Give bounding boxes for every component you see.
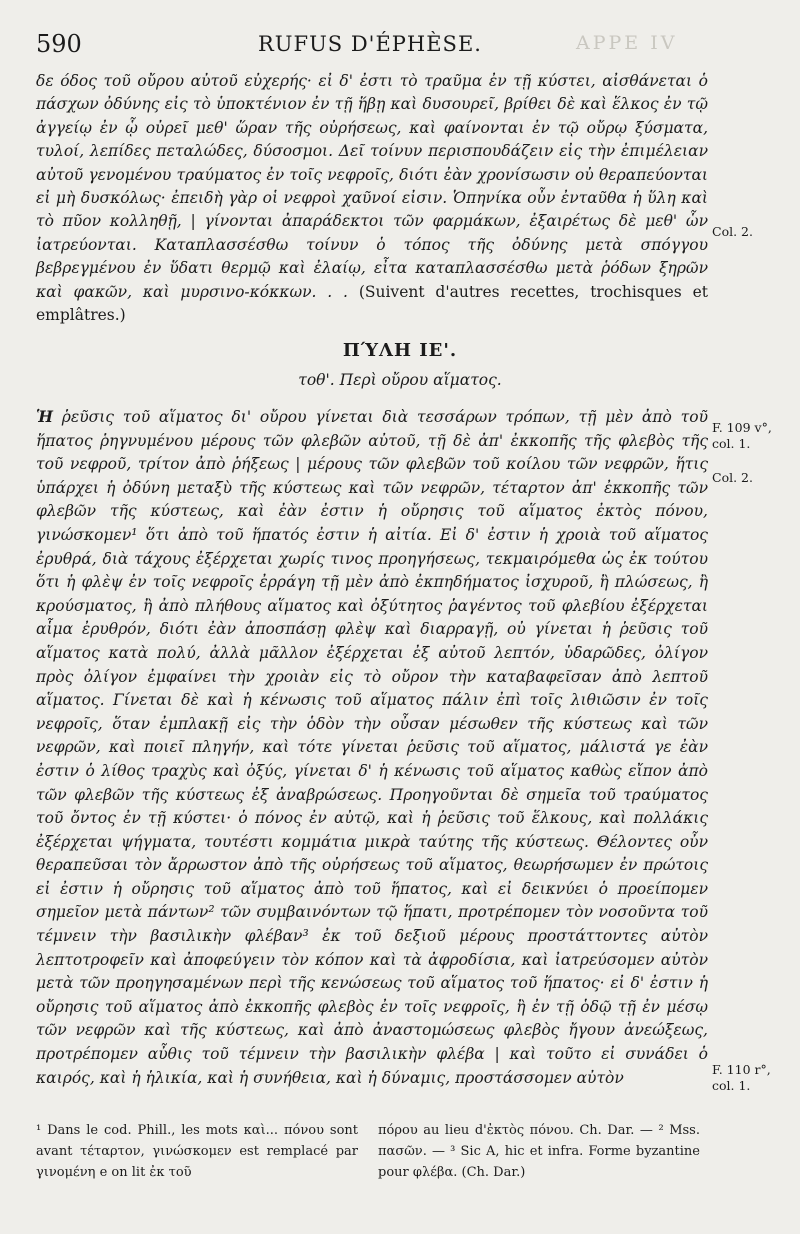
intro-greek-text: δε όδος τοῦ οὔρου αὐτοῦ εὐχερής· εἰ δ' ἐστι τὸ τραῦμα ἐν τῇ κύστει, αἰσθάνεται ὁ πάσχων ὀδύνης εἰς τὸ ὑποκτένιον ἐν τῇ ἥβῃ καὶ δυσουρεῖ, βρίθει δὲ καὶ ἕλκος ἐν τῷ ἀγγείῳ ἐν ᾧ οὐρεῖ μεθ' ὥραν τῆς οὐρήσεως, καὶ φαίνονται ἐν τῷ οὔρῳ ξύσματα, τυλοί, λεπίδες πεταλώδες, δύσοσμοι. Δεῖ τοίνυν περισπουδάζειν εἰς τὴν ἐπιμέλειαν αὐτοῦ γενομένου τραύματος ἐν τοῖς νεφροῖς, διότι ἐὰν χρονίσωσιν οὐ θεραπεύονται εἰ μὴ δυσκόλως· ἐπειδὴ γὰρ οἱ νεφροὶ χαῦνοί εἰσιν. Ὁπηνίκα οὖν ἐνταῦθα ἡ ὕλη καὶ τὸ πῦον κολληθῇ, | γίνονται ἀπαράδεκτοι τῶν φαρμάκων, ἐξαιρέτως δὲ μεθ' ὧν ἰατρεύονται. Καταπλασσέσθω τοίνυν ὁ τόπος τῆς ὀδύνης μετὰ σπόγγου βεβρεγμένου ἐν ὕδατι θερμῷ καὶ ἐλαίῳ, εἶτα καταπλασσέσθω μετὰ ῥόδων ξηρῶν καὶ φακῶν, καὶ μυρσινο-κόκκων. . . [36,72,708,301]
chapter-subtitle: τοθ'. Περὶ οὔρου αἵματος. [298,371,502,389]
bleed-through-text: APPE IV [576,32,678,54]
margin-note-f110: F. 110 r°, col. 1. [712,1062,771,1093]
page-header [36,30,716,64]
footnote-rule [36,1110,136,1111]
margin-note-f109: F. 109 v°, col. 1. [712,420,772,451]
intro-paragraph [36,70,708,327]
footnote-left: ¹ Dans le cod. Phill., les mots καὶ... πόνου sont avant τέταρτον, γινώσκομεν est remplacé par γινομένη e on lit ἐκ τοῦ [36,1123,358,1180]
chapter-paragraph [36,405,708,1090]
page-number: 590 [36,30,82,58]
footnote-right: πόρου au lieu d'ἐκτὸς πόνου. Ch. Dar. — ² Mss. πασῶν. — ³ Sic A, hic et infra. Forme byzantine pour φλέβα. (Ch. Dar.) [378,1123,700,1180]
margin-note-col2-second: Col. 2. [712,470,753,485]
chapter-greek-text: Ἡ ῥεῦσις τοῦ αἵματος δι' οὔρου γίνεται διὰ τεσσάρων τρόπων, τῇ μὲν ἀπὸ τοῦ ἥπατος ῥηγνυμένου μέρους τῶν φλεβῶν αὐτοῦ, τῇ δὲ ἀπ' ἐκκοπῆς τῆς φλεβὸς τῆς τοῦ νεφροῦ, τρίτον ἀπὸ ῥήξεως | μέρους τῶν φλεβῶν τοῦ κοίλου τῶν νεφρῶν, ἥτις ὑπάρχει ἡ ὀδύνη μεταξὺ τῆς κύστεως καὶ τῶν νεφρῶν, τέταρτον ἀπ' ἐκκοπῆς τῶν φλεβῶν τῆς κύστεως, καὶ ἐὰν ἐστιν ἡ οὔρησις τοῦ αἵματος ἐκτὸς πόνου, γινώσκομεν¹ ὅτι ἀπὸ τοῦ ἥπατός ἐστιν ἡ αἰτία. Εἰ δ' ἐστιν ἡ χροιὰ τοῦ αἵματος ἐρυθρά, διὰ τάχους ἐξέρχεται χωρίς τινος προηγήσεως, τεκμαιρόμεθα ὡς ἐκ τούτου ὅτι ἡ φλὲψ ἐν τοῖς νεφροῖς ἐρράγη τῇ μὲν ἀπὸ ἐκπηδήματος ἰσχυροῦ, ἢ πλώσεως, ἢ κρούσματος, ἢ ἀπὸ πλήθους αἵματος καὶ ὀξύτητος ῥαγέντος τοῦ φλεβίου ἐξέρχεται αἷμα ἐρυθρόν, διότι ἐὰν ἀποσπάσῃ φλὲψ καὶ διαρραγῇ, οὐ γίνεται ἡ ῥεῦσις τοῦ αἵματος κατὰ πολύ, ἀλλὰ μᾶλλον ἐξέρχεται ἐξ αὐτοῦ λεπτόν, ὑδαρῶδες, ὀλίγον πρὸς ὀλίγον ἐμφαίνει τὴν χροιὰν εἰς τὸ οὔρον τὴν καταβαφεῖσαν ἀπὸ λεπτοῦ αἵματος. Γίνεται δὲ καὶ ἡ κένωσις τοῦ αἵματος πάλιν ἐπὶ τοῖς λιθιῶσιν ἐν τοῖς νεφροῖς, ὅταν ἐμπλακῇ εἰς τὴν ὁδὸν τὴν οὖσαν μέσωθεν τῆς κύστεως καὶ τῶν νεφρῶν, καὶ ποιεῖ πληγήν, καὶ τότε γίνεται ῥεῦσις τοῦ αἵματος, μάλιστά γε ἐὰν ἐστιν ὁ λίθος τραχὺς καὶ ὀξύς, γίνεται δ' ἡ κένωσις τοῦ αἵματος καθὼς εἴπον ἀπὸ τῶν φλεβῶν τῆς κύστεως ἐξ ἀναβρώσεως. Προηγοῦνται δὲ σημεῖα τοῦ τραύματος τοῦ ὄντος ἐν τῇ κύστει· ὁ πόνος ἐν αὐτῷ, καὶ ἡ ῥεῦσις τοῦ ἕλκους, καὶ πολλάκις ἐξέρχεται ψήγματα, τουτέστι κομμάτια μικρὰ ταύτης τῆς κύστεως. Θέλοντες οὖν θεραπεῦσαι τὸν ἄρρωστον ἀπὸ τῆς οὐρήσεως τοῦ αἵματος, θεωρήσωμεν ἐν πρώτοις εἰ ἐστιν ἡ οὔρησις τοῦ αἵματος ἀπὸ τοῦ ἥπατος, καὶ εἰ δεικνύει ὁ προείπομεν σημεῖον μετὰ πάντων² τῶν συμβαινόντων τῷ ἥπατι, προτρέπομεν τὸν νοσοῦντα τοῦ τέμνειν τὴν βασιλικὴν φλέβαν³ ἐκ τοῦ δεξιοῦ μέρους προστάττοντες αὐτὸν λεπτοτροφεῖν καὶ ἀποφεύγειν τὸν κόπον καὶ τὰ ἀφροδίσια, καὶ ἰατρεύσομεν αὐτὸν μετὰ τῶν προηγησαμένων περὶ τῆς κενώσεως τοῦ αἵματος τοῦ ἥπατος· εἰ δ' ἐστιν ἡ οὔρησις τοῦ αἵματος ἀπὸ ἐκκοπῆς φλεβὸς ἐν τοῖς νεφροῖς, ἢ ἐν τῇ ὁδῷ τῇ ἐν μέσῳ τῶν νεφρῶν καὶ τῆς κύστεως, καὶ ἀπὸ ἀναστομώσεως φλεβὸς ἤγουν ἀνεώξεως, προτρέπομεν αὖθις τοῦ τέμνειν τὴν βασιλικὴν φλέβα | καὶ τοῦτο εἰ συνάδει ὁ καιρός, καὶ ἡ ἡλικία, καὶ ἡ συνήθεια, καὶ ἡ δύναμις, προστάσσομεν αὐτὸν [36,407,708,1087]
running-title: RUFUS D'ÉPHÈSE. [258,32,482,56]
intro-editor-note: (Suivent d'autres recettes, trochisques et emplâtres.) [36,282,708,325]
chapter-heading: ΠΎΛΗ ΙΕ'. [342,340,458,361]
margin-note-col2: Col. 2. [712,224,753,239]
